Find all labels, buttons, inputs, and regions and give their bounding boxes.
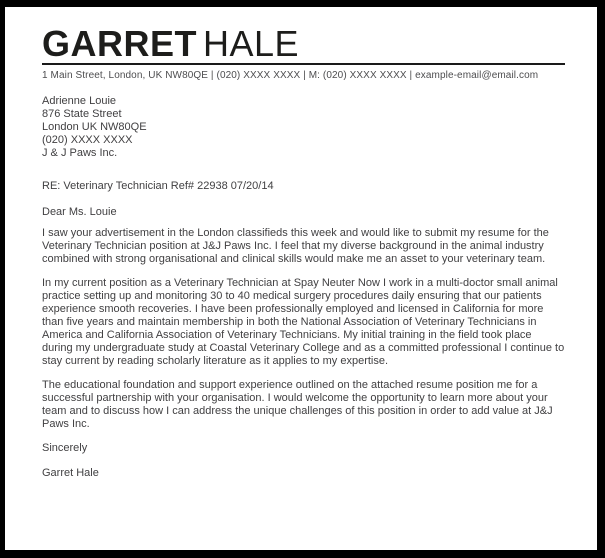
recipient-address-block [42,95,565,160]
recipient-name: Adrienne Louie [42,95,117,108]
sender-name [42,23,565,64]
recipient-company: J & J Paws Inc. [42,147,118,160]
letter-page [5,7,597,550]
recipient-street: 876 State Street [42,108,122,121]
body-paragraph-1: I saw your advertisement in the London classifieds this week and would like to submit my resume for the Veterinary Technician position at J&J Paws Inc. I feel that my diverse background in the animal industry combined with strong organisational and clinical skills would make me an asset to your veterinary team. [42,227,549,266]
letter-content [42,23,565,480]
recipient-city: London UK NW80QE [42,121,147,134]
recipient-phone: (020) XXXX XXXX [42,134,133,147]
subject-line: RE: Veterinary Technician Ref# 22938 07/20/14 [42,180,274,193]
body-paragraph-2: In my current position as a Veterinary Technician at Spay Neuter Now I work in a multi-doctor small animal practice setting up and monitoring 30 to 40 medical surgery procedures daily ensuring that our patients experience smooth recoveries. I have been professionally employed and licensed in California for more than five years and maintain membership in both the National Association of Veterinary Technicians in America and California Association of Veterinary Technicians. My initial training in the field took place during my undergraduate study at Coastal Veterinary College and as a committed professional I continue to stay current by reading scholarly literature as it applies to my expertise. [42,277,565,368]
body-paragraph-3: The educational foundation and support experience outlined on the attached resume position me for a successful partnership with your organisation. I would welcome the opportunity to learn more about your team and to discuss how I can address the unique challenges of this position in order to add value at J&J Paws Inc. [42,379,553,431]
letterhead [42,23,565,82]
sender-last-name: HALE [203,23,300,64]
signature-name: Garret Hale [42,467,99,480]
sender-first-name: GARRET [42,23,197,64]
contact-line: 1 Main Street, London, UK NW80QE | (020) XXXX XXXX | M: (020) XXXX XXXX | example-email@email.com [42,70,539,82]
salutation: Dear Ms. Louie [42,206,117,219]
closing: Sincerely [42,442,88,455]
